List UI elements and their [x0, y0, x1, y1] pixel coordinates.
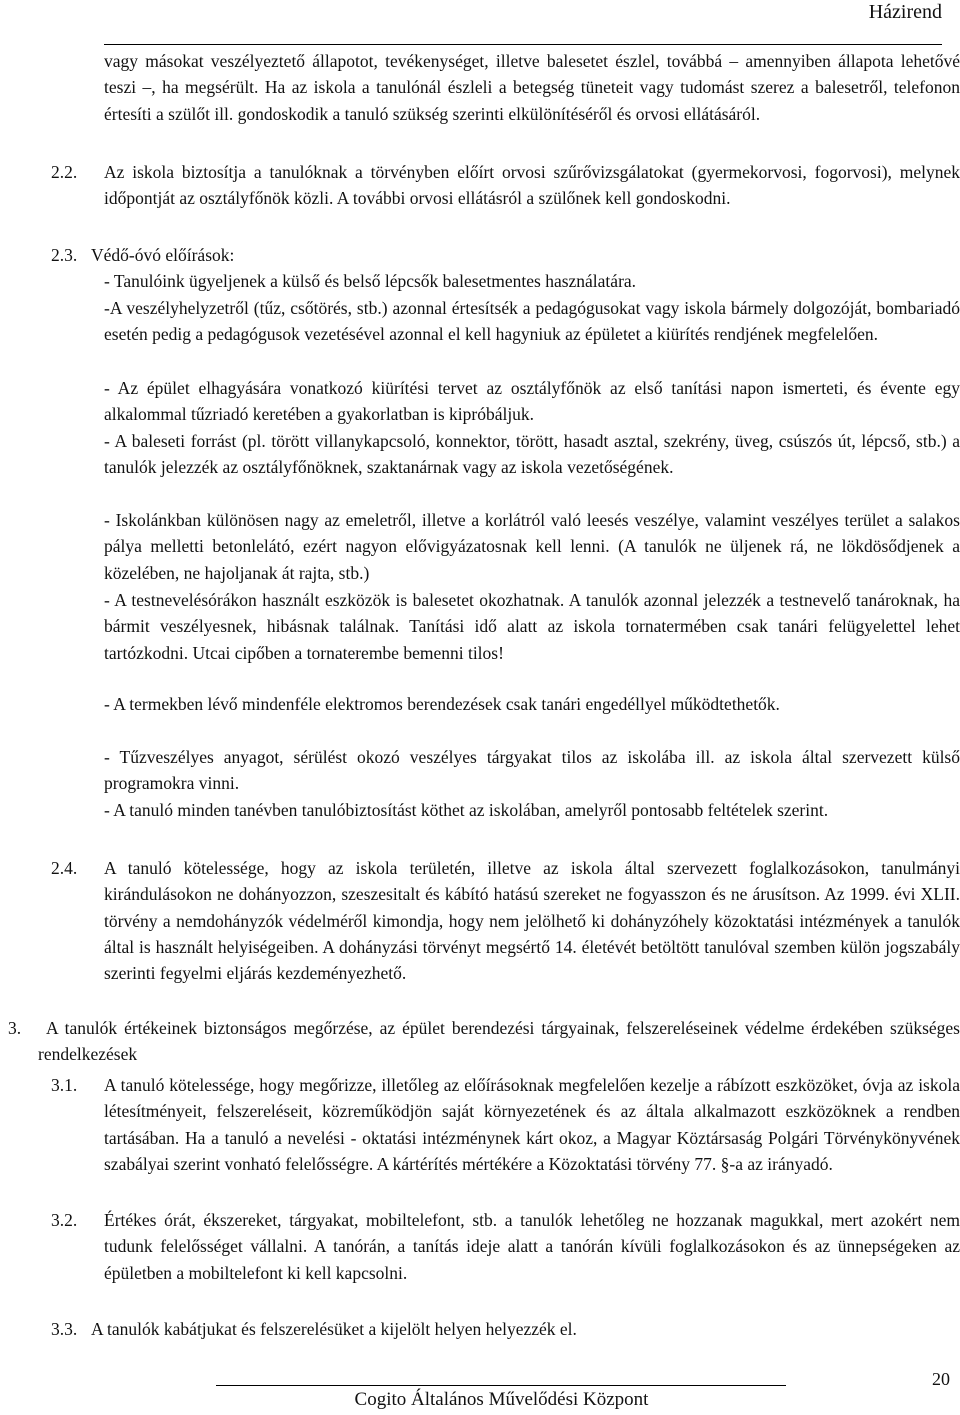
page-number: 20: [932, 1369, 950, 1389]
section-2-3-title: Védő-óvó előírások:: [91, 245, 235, 265]
safety-item-6: - A testnevelésórákon használt eszközök is balesetet okozhatnak. A tanulók azonnal jelezzék a testnevelő tanároknak, ha bármit veszélyesnek, hibásnak találnak. Tanítási idő alatt az iskola tornatermében csak tanári felügyelettel lehet tartózkodni. Utcai cipőben a tornaterembe bemenni tilos!: [104, 590, 960, 663]
safety-item-2: -A veszélyhelyzetről (tűz, csőtörés, stb.) azonnal értesítsék a pedagógusokat vagy iskola bármely dolgozóját, bombariadó esetén pedig a pedagógusok vezetésével azonnal el kell hagyniuk az épületet a kiürítés rendjének megfelelően.: [104, 298, 960, 345]
safety-item-5: - Iskolánkban különösen nagy az emeletről, illetve a korlátról való leesés veszélye, valamint veszélyes terület a salakos pálya melletti betonlelátó, ezért nagyon elővigyázatosnak kell lenni. (A tanulók ne üljenek rá, ne lökdösődjenek a közelében, ne hajoljanak át rajta, stb.): [104, 510, 960, 583]
section-2-2-text: Az iskola biztosítja a tanulóknak a törvényben előírt orvosi szűrővizsgálatokat (gyermekorvosi, fogorvosi), melynek időpontját az osztályfőnök közli. A további orvosi ellátásról a szülőnek kell gondoskodni.: [104, 162, 960, 209]
section-number-2-4: 2.4.: [51, 858, 78, 878]
header-rule: [104, 44, 942, 45]
section-number-3-2: 3.2.: [51, 1210, 78, 1230]
section-2-4-text: A tanuló kötelessége, hogy az iskola területén, illetve az iskola által szervezett foglalkozásokon, tanulmányi kirándulásokon ne dohányozzon, szeszesitalt és kábító hatású szereket ne fogyasszon és ne árusítson. Az 1999. évi XLII. törvény a nemdohányzók védelméről kimondja, hogy nem jelölhető ki dohányzóhely közoktatási intézmények a tanulók által is használt helyiségeiben. A dohányzási törvényt megsértő 14. életévét betöltött tanulóval szemben külön jogszabály szerinti fegyelmi eljárás kezdeményezhető.: [104, 858, 960, 984]
section-number-2-3: 2.3.: [51, 245, 78, 265]
footer-rule: [216, 1385, 786, 1386]
safety-item-3: - Az épület elhagyására vonatkozó kiürítési tervet az osztályfőnök az első tanítási napon ismerteti, és évente egy alkalommal tűzriadó keretében a gyakorlatban is kipróbáljuk.: [104, 378, 960, 425]
safety-item-1: - Tanulóink ügyeljenek a külső és belső lépcsők balesetmentes használatára.: [104, 271, 637, 291]
footer-institution: Cogito Általános Művelődési Központ: [354, 1389, 649, 1410]
section-number-3-3: 3.3.: [51, 1319, 78, 1339]
section-3-heading: A tanulók értékeinek biztonságos megőrzése, az épület berendezési tárgyainak, felszereléseinek védelme érdekében szükséges rendelkezések: [38, 1018, 960, 1065]
section-3-2-text: Értékes órát, ékszereket, tárgyakat, mobiltelefont, stb. a tanulók lehetőleg ne hozzanak magukkal, mert azokért nem tudunk felelősséget vállalni. A tanórán, a tanítás ideje alatt a tanórán kívüli foglalkozásokon és az ünnepségeken az épületben a mobiltelefont ki kell kapcsolni.: [104, 1210, 960, 1283]
safety-item-9: - A tanuló minden tanévben tanulóbiztosítást köthet az iskolában, amelyről pontosabb feltételek szerint.: [104, 800, 829, 820]
paragraph-continuation: vagy másokat veszélyeztető állapotot, tevékenységet, illetve balesetet észlel, továbbá – amennyiben állapota lehetővé teszi –, ha megsérült. Ha az iskola a tanulónál észleli a betegség tüneteit vagy tudomást szerez a balesetről, telefonon értesíti a szülőt ill. gondoskodik a tanuló szükség szerinti elkülönítéséről és orvosi ellátásáról.: [104, 51, 960, 124]
safety-item-4: - A baleseti forrást (pl. törött villanykapcsoló, konnektor, törött, hasadt asztal, szekrény, üveg, csúszós út, lépcső, stb.) a tanulók jelezzék az osztályfőnöknek, szaktanárnak vagy az iskola vezetőségének.: [104, 431, 960, 478]
section-3-1-text: A tanuló kötelessége, hogy megőrizze, illetőleg az előírásoknak megfelelően kezelje a rábízott eszközöket, óvja az iskola létesítményeit, felszereléseit, közreműködjön saját környezetének és az általa alkalmazott eszközöknek a rendben tartásában. Ha a tanuló a nevelési - oktatási intézménynek kárt okoz, a Magyar Köztársaság Polgári Törvénykönyvének szabályai szerint vonható felelősségre. A kártérítés mértékére a Közoktatási törvény 77. §-a az irányadó.: [104, 1075, 960, 1174]
safety-item-7: - A termekben lévő mindenféle elektromos berendezések csak tanári engedéllyel működtethetők.: [104, 694, 780, 714]
section-number-2-2: 2.2.: [51, 162, 78, 182]
section-number-3: 3.: [8, 1018, 22, 1038]
safety-item-8: - Tűzveszélyes anyagot, sérülést okozó veszélyes tárgyakat tilos az iskolába ill. az iskola által szervezett külső programokra vinni.: [104, 747, 960, 794]
section-3-3-text: A tanulók kabátjukat és felszerelésüket a kijelölt helyen helyezzék el.: [91, 1319, 577, 1339]
section-number-3-1: 3.1.: [51, 1075, 78, 1095]
header-title: Házirend: [868, 1, 942, 23]
